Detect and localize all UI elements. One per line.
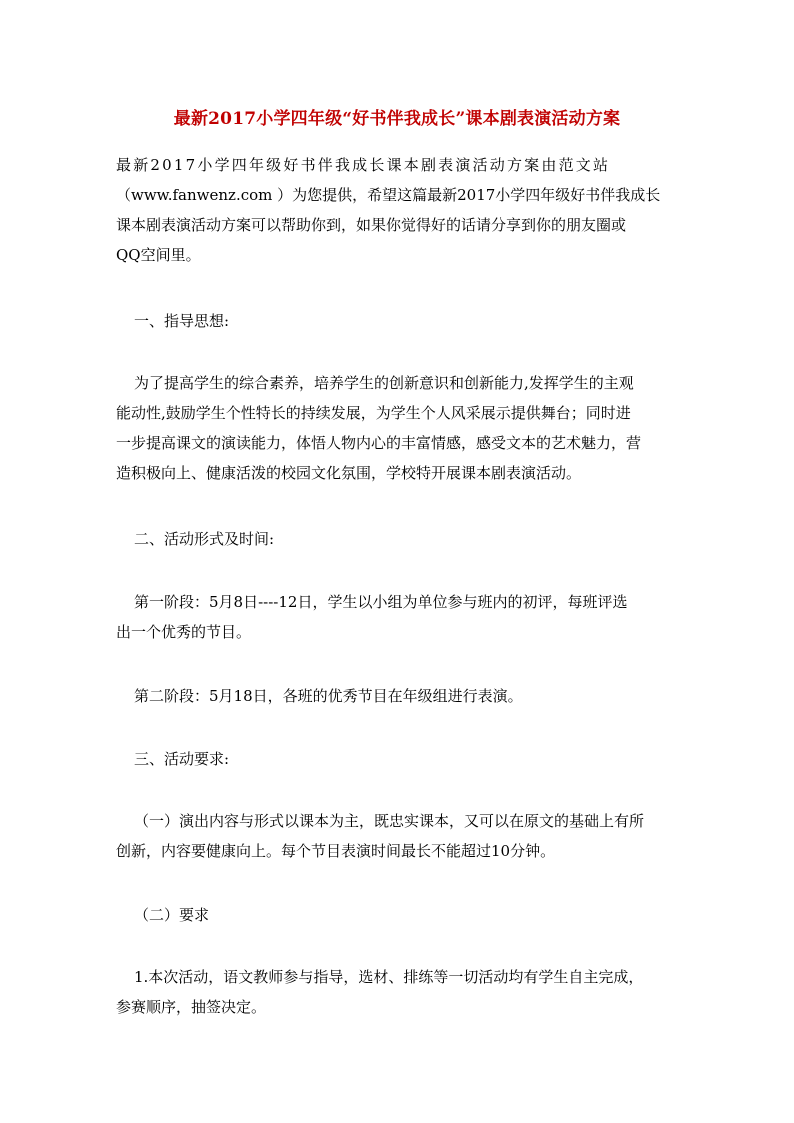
- intro-line: （www.fanwenz.com ）为您提供，希望这篇最新2017小学四年级好书伴我成长: [116, 186, 661, 204]
- section1-line: 为了提高学生的综合素养，培养学生的创新意识和创新能力,发挥学生的主观: [134, 374, 634, 392]
- item2-heading: （二）要求: [134, 906, 210, 924]
- item2-point1-paragraph: [116, 962, 676, 1022]
- item2-point1-line: 1.本次活动，语文教师参与指导，选材、排练等一切活动均有学生自主完成，: [134, 968, 644, 986]
- stage2-paragraph: [116, 681, 694, 711]
- section2-heading-block: [116, 524, 694, 554]
- intro-line: 课本剧表演活动方案可以帮助你到，如果你觉得好的话请分享到你的朋友圈或: [116, 216, 627, 234]
- item1-line: （一）演出内容与形式以课本为主，既忠实课本，又可以在原文的基础上有所: [134, 812, 645, 830]
- intro-line: QQ空间里。: [116, 246, 201, 264]
- intro-line: 最新2017小学四年级好书伴我成长课本剧表演活动方案由范文站: [116, 156, 611, 174]
- item2-heading-block: [116, 900, 694, 930]
- stage1-line: 出一个优秀的节目。: [116, 623, 252, 641]
- stage1-line: 第一阶段：5月8日----12日，学生以小组为单位参与班内的初评，每班评选: [134, 593, 628, 611]
- section2-heading: 二、活动形式及时间:: [134, 530, 275, 548]
- item1-line: 创新，内容要健康向上。每个节目表演时间最长不能超过10分钟。: [116, 842, 556, 860]
- stage1-paragraph: [116, 587, 676, 647]
- section1-line: 能动性,鼓励学生个性特长的持续发展，为学生个人风采展示提供舞台；同时进: [116, 404, 631, 422]
- section1-heading: 一、指导思想:: [134, 312, 230, 330]
- section1-line: 一步提高课文的演读能力，体悟人物内心的丰富情感，感受文本的艺术魅力，营: [116, 434, 642, 452]
- section1-paragraph: [116, 368, 676, 488]
- intro-paragraph: [116, 150, 676, 270]
- section1-line: 造积极向上、健康活泼的校园文化氛围，学校特开展课本剧表演活动。: [116, 464, 582, 482]
- document-title: 最新2017小学四年级“好书伴我成长”课本剧表演活动方案: [173, 109, 621, 129]
- section3-heading: 三、活动要求:: [134, 750, 230, 768]
- section3-heading-block: [116, 744, 694, 774]
- stage2-line: 第二阶段：5月18日，各班的优秀节目在年级组进行表演。: [134, 687, 523, 705]
- item1-paragraph: [116, 806, 676, 866]
- item2-point1-line: 参赛顺序，抽签决定。: [116, 998, 267, 1016]
- section1-heading-block: [116, 306, 694, 336]
